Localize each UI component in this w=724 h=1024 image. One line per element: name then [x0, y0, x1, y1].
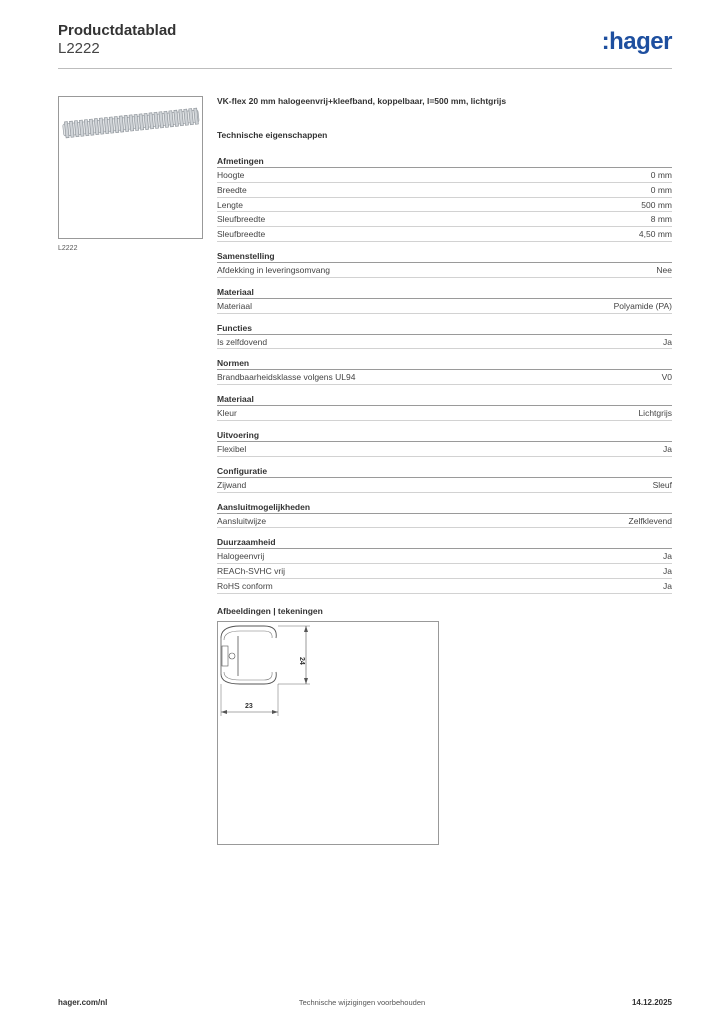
spec-label: Sleufbreedte: [217, 214, 266, 225]
spec-value: Nee: [656, 264, 672, 275]
spec-label: Lengte: [217, 199, 243, 210]
spec-section: [217, 323, 672, 350]
section-title: Afmetingen: [217, 156, 672, 168]
footer-website[interactable]: hager.com/nl: [58, 998, 108, 1007]
spec-row: [217, 579, 672, 594]
width-dimension-label: 23: [245, 702, 253, 710]
section-title: Configuratie: [217, 466, 672, 478]
spec-label: Hoogte: [217, 170, 245, 180]
spec-label: Sleufbreedte: [217, 229, 266, 240]
cable-duct-illustration: [59, 97, 204, 240]
spec-label: Zijwand: [217, 479, 247, 490]
photo-caption: L2222: [58, 245, 78, 252]
spec-value: 500 mm: [641, 199, 672, 210]
spec-section: [217, 287, 672, 314]
spec-section: [217, 537, 672, 593]
section-title: Aansluitmogelijkheden: [217, 502, 672, 514]
footer-date: 14.12.2025: [631, 998, 672, 1007]
page-title: Productdatablad: [58, 22, 177, 39]
section-title: Uitvoering: [217, 430, 672, 442]
spec-row: [217, 564, 672, 579]
drawings-heading: Afbeeldingen | tekeningen: [217, 605, 323, 616]
spec-label: Afdekking in leveringsomvang: [217, 264, 330, 275]
spec-label: Is zelfdovend: [217, 336, 268, 347]
product-photo: [58, 96, 203, 239]
tech-properties-heading: Technische eigenschappen: [217, 130, 328, 140]
spec-value: Ja: [663, 566, 672, 577]
spec-row: [217, 514, 672, 529]
spec-label: REACh-SVHC vrij: [217, 566, 286, 577]
section-title: Samenstelling: [217, 251, 672, 263]
spec-row: [217, 478, 672, 493]
spec-section: [217, 430, 672, 457]
spec-sections: [217, 156, 672, 594]
spec-row: [217, 335, 672, 350]
spec-value: Ja: [663, 551, 672, 562]
spec-row: [217, 183, 672, 198]
spec-row: [217, 263, 672, 278]
spec-value: Zelfklevend: [628, 515, 672, 526]
product-code: L2222: [58, 40, 100, 57]
section-title: Materiaal: [217, 394, 672, 406]
spec-section: [217, 251, 672, 278]
spec-label: Materiaal: [217, 300, 252, 311]
spec-value: Ja: [663, 336, 672, 347]
spec-label: Aansluitwijze: [217, 515, 267, 526]
spec-row: [217, 406, 672, 421]
header-divider: [58, 68, 672, 69]
spec-section: [217, 466, 672, 493]
logo-text: hager: [609, 28, 672, 55]
spec-row: [217, 442, 672, 457]
hager-logo[interactable]: :hager: [601, 28, 672, 55]
spec-row: [217, 549, 672, 564]
section-title: Functies: [217, 323, 672, 335]
section-title: Normen: [217, 358, 672, 370]
spec-row: [217, 212, 672, 227]
spec-label: Kleur: [217, 408, 237, 419]
spec-content: [217, 96, 672, 845]
spec-label: Halogeenvrij: [217, 551, 265, 562]
spec-section: [217, 358, 672, 385]
spec-row: [217, 299, 672, 314]
height-dimension-label: 24: [298, 656, 305, 665]
spec-value: Sleuf: [652, 479, 672, 490]
spec-value: 4,50 mm: [638, 229, 672, 240]
spec-value: 0 mm: [650, 184, 672, 195]
footer-disclaimer: Technische wijzigingen voorbehouden: [298, 998, 426, 1007]
spec-row: [217, 227, 672, 242]
spec-section: [217, 156, 672, 242]
spec-value: Polyamide (PA): [613, 300, 672, 311]
spec-value: 8 mm: [650, 214, 672, 225]
spec-label: Brandbaarheidsklasse volgens UL94: [217, 372, 356, 383]
spec-value: 0 mm: [650, 170, 672, 180]
spec-value: Lichtgrijs: [638, 408, 672, 419]
spec-row: [217, 168, 672, 183]
product-description: VK-flex 20 mm halogeenvrij+kleefband, koppelbaar, l=500 mm, lichtgrijs: [217, 96, 507, 106]
section-title: Materiaal: [217, 287, 672, 299]
section-title: Duurzaamheid: [217, 537, 672, 549]
spec-row: [217, 370, 672, 385]
spec-value: Ja: [663, 580, 672, 591]
technical-drawing: [217, 621, 439, 845]
cross-section-drawing: [218, 622, 440, 846]
spec-value: Ja: [663, 443, 672, 454]
spec-label: RoHS conform: [217, 580, 273, 591]
spec-label: Breedte: [217, 184, 247, 195]
spec-section: [217, 394, 672, 421]
spec-section: [217, 502, 672, 529]
spec-label: Flexibel: [217, 443, 247, 454]
spec-row: [217, 198, 672, 213]
spec-value: V0: [661, 372, 672, 383]
